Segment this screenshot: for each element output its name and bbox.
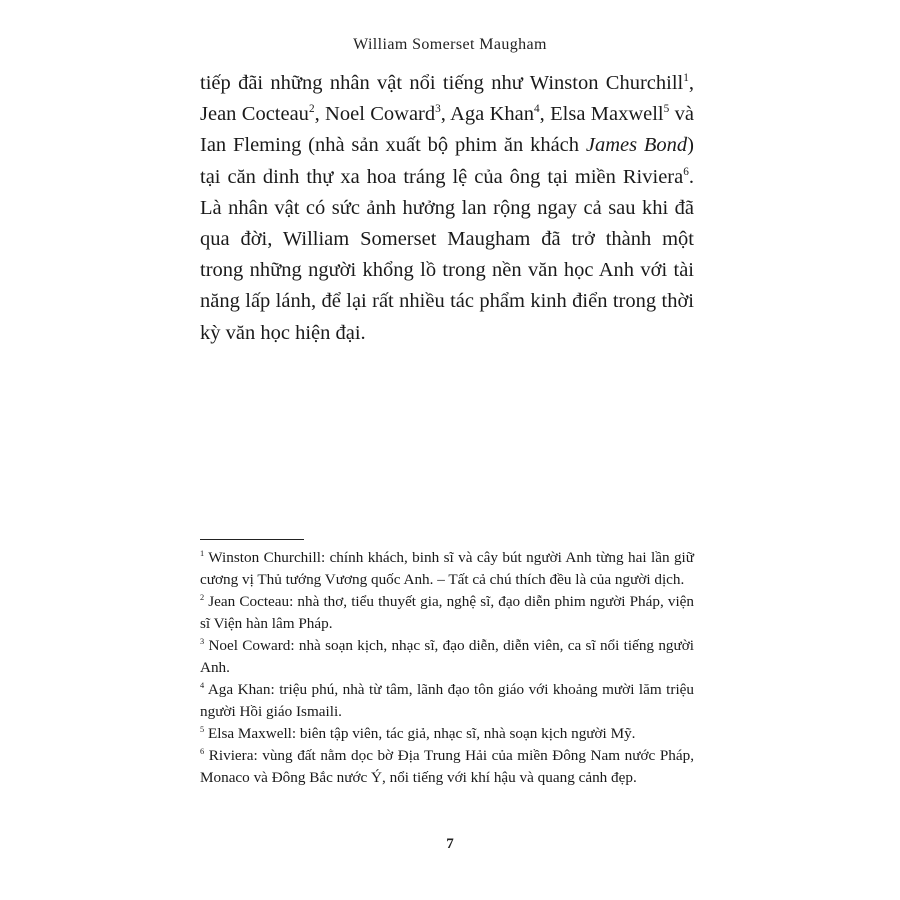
footnote-number: 3: [200, 636, 205, 646]
footnote-ref-1: 1: [683, 72, 689, 85]
footnote-1: [200, 547, 694, 591]
footnote-4: [200, 679, 694, 723]
footnote-number: 4: [200, 680, 205, 690]
footnote-ref-6: 6: [683, 165, 689, 178]
body-text: và Ian Fleming (nhà sản xuất bộ phim ăn khách: [200, 103, 694, 157]
footnote-text: Winston Churchill: chính khách, binh sĩ và cây bút người Anh từng hai lần giữ cương vị Thủ tướng Vương quốc Anh. – Tất cả chú thích đều là của người dịch.: [200, 549, 694, 588]
body-text: , Aga Khan: [440, 103, 535, 126]
footnote-2: [200, 591, 694, 635]
footnote-ref-4: 4: [534, 103, 540, 116]
footnote-number: 2: [200, 592, 205, 602]
footnote-text: Jean Cocteau: nhà thơ, tiểu thuyết gia, nghệ sĩ, đạo diễn phim người Pháp, viện sĩ Viện hàn lâm Pháp.: [200, 593, 694, 632]
page-number: 7: [446, 836, 454, 852]
footnote-number: 5: [200, 724, 205, 734]
footnote-5: [200, 723, 694, 745]
footnote-text: Aga Khan: triệu phú, nhà từ tâm, lãnh đạo tôn giáo với khoảng mười lăm triệu người Hồi giáo Ismaili.: [200, 681, 694, 720]
footnote-3: [200, 635, 694, 679]
body-text: ) tại căn dinh thự xa hoa tráng lệ của ông tại miền Riviera: [200, 134, 694, 188]
footnotes: [200, 547, 694, 789]
body-paragraph: [200, 68, 694, 349]
running-head: William Somerset Maugham: [353, 36, 547, 53]
body-text: , Jean Cocteau: [200, 72, 694, 126]
footnote-6: [200, 745, 694, 789]
body-text: tiếp đãi những nhân vật nổi tiếng như Winston Churchill: [200, 72, 684, 94]
footnote-text: Noel Coward: nhà soạn kịch, nhạc sĩ, đạo diễn, diễn viên, ca sĩ nổi tiếng người Anh.: [200, 637, 694, 676]
footnote-text: Riviera: vùng đất nằm dọc bờ Địa Trung Hải của miền Đông Nam nước Pháp, Monaco và Đông Bắc nước Ý, nổi tiếng với khí hậu và quang cảnh đẹp.: [200, 747, 694, 786]
italic-title: James Bond: [585, 134, 688, 157]
footnote-ref-5: 5: [663, 103, 670, 116]
footnote-ref-3: 3: [435, 103, 441, 116]
footnote-ref-2: 2: [308, 103, 315, 116]
footnote-number: 6: [200, 746, 205, 756]
body-text: . Là nhân vật có sức ảnh hưởng lan rộng ngay cả sau khi đã qua đời, William Somerset Maugham đã trở thành một trong những người khổng lồ trong nền văn học Anh với tài năng lấp lánh, để lại rất nhiều tác phẩm kinh điển trong thời kỳ văn học hiện đại.: [200, 165, 694, 344]
body-text: , Noel Coward: [314, 103, 436, 126]
body-text: , Elsa Maxwell: [539, 103, 664, 126]
footnote-number: 1: [200, 548, 205, 558]
footnote-divider: [200, 539, 304, 540]
footnote-text: Elsa Maxwell: biên tập viên, tác giả, nhạc sĩ, nhà soạn kịch người Mỹ.: [204, 725, 636, 742]
